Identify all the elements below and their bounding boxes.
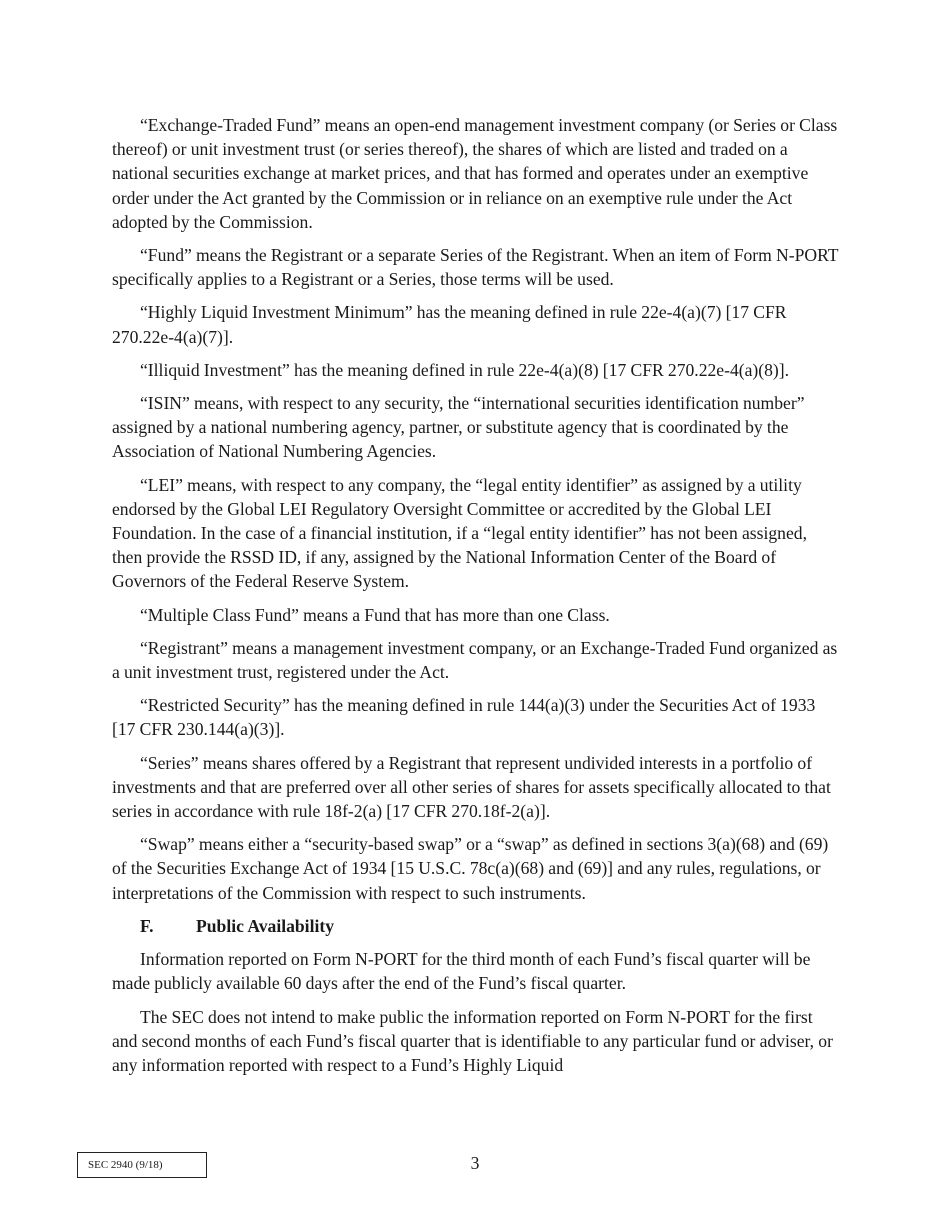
section-letter: F.	[140, 915, 154, 936]
definition-series: “Series” means shares offered by a Registrant that represent undivided interests in a portfolio of investments and that are preferred over all other series of shares for assets specifically allocated to that series in accordance with rule 18f-2(a) [17 CFR 270.18f-2(a)].	[112, 752, 831, 822]
section-heading	[140, 914, 840, 938]
definition-highly-liquid-investment-minimum: “Highly Liquid Investment Minimum” has the meaning defined in rule 22e-4(a)(7) [17 CFR 270.22e-4(a)(7)].	[112, 302, 787, 347]
definition-lei: “LEI” means, with respect to any company, the “legal entity identifier” as assigned by a utility endorsed by the Global LEI Regulatory Oversight Committee or accredited by the Global LEI Foundation. In the case of a financial institution, if a “legal entity identifier” has not been assigned, then provide the RSSD ID, if any, assigned by the National Information Center of the Board of Governors of the Federal Reserve System.	[112, 474, 807, 592]
definition-isin: “ISIN” means, with respect to any security, the “international securities identification number” assigned by a national numbering agency, partner, or substitute agency that is coordinated by the Association of National Numbering Agencies.	[112, 393, 805, 462]
definition-swap: “Swap” means either a “security-based swap” or a “swap” as defined in sections 3(a)(68) and (69) of the Securities Exchange Act of 1934 [15 U.S.C. 78c(a)(68) and (69)] and any rules, regulations, or interpretations of the Commission with respect to such instruments.	[112, 834, 829, 903]
definition-restricted-security: “Restricted Security” has the meaning defined in rule 144(a)(3) under the Securities Act of 1933 [17 CFR 230.144(a)(3)].	[112, 695, 816, 740]
section-title: Public Availability	[196, 915, 335, 936]
definition-illiquid-investment: “Illiquid Investment” has the meaning defined in rule 22e-4(a)(8) [17 CFR 270.22e-4(a)(8)].	[140, 359, 790, 380]
public-availability-paragraph: The SEC does not intend to make public the information reported on Form N-PORT for the first and second months of each Fund’s fiscal quarter that is identifiable to any particular fund or adviser, or any information reported with respect to a Fund’s Highly Liquid	[112, 1006, 833, 1075]
definition-multiple-class-fund: “Multiple Class Fund” means a Fund that has more than one Class.	[140, 604, 610, 625]
definition-exchange-traded-fund: “Exchange-Traded Fund” means an open-end management investment company (or Series or Class thereof) or unit investment trust (or series thereof), the shares of which are listed and traded on a national securities exchange at market prices, and that has formed and operates under an exemptive order under the Act granted by the Commission or in reliance on an exemptive rule under the Act adopted by the Commission.	[112, 115, 838, 232]
document-body	[112, 113, 840, 1086]
page-number: 3	[470, 1153, 480, 1173]
public-availability-paragraph: Information reported on Form N-PORT for the third month of each Fund’s fiscal quarter will be made publicly available 60 days after the end of the Fund’s fiscal quarter.	[112, 949, 811, 994]
definition-registrant: “Registrant” means a management investment company, or an Exchange-Traded Fund organized as a unit investment trust, registered under the Act.	[112, 637, 838, 683]
form-code-box: SEC 2940 (9/18)	[77, 1152, 207, 1178]
definition-fund: “Fund” means the Registrant or a separate Series of the Registrant. When an item of Form N-PORT specifically applies to a Registrant or a Series, those terms will be used.	[112, 245, 839, 290]
